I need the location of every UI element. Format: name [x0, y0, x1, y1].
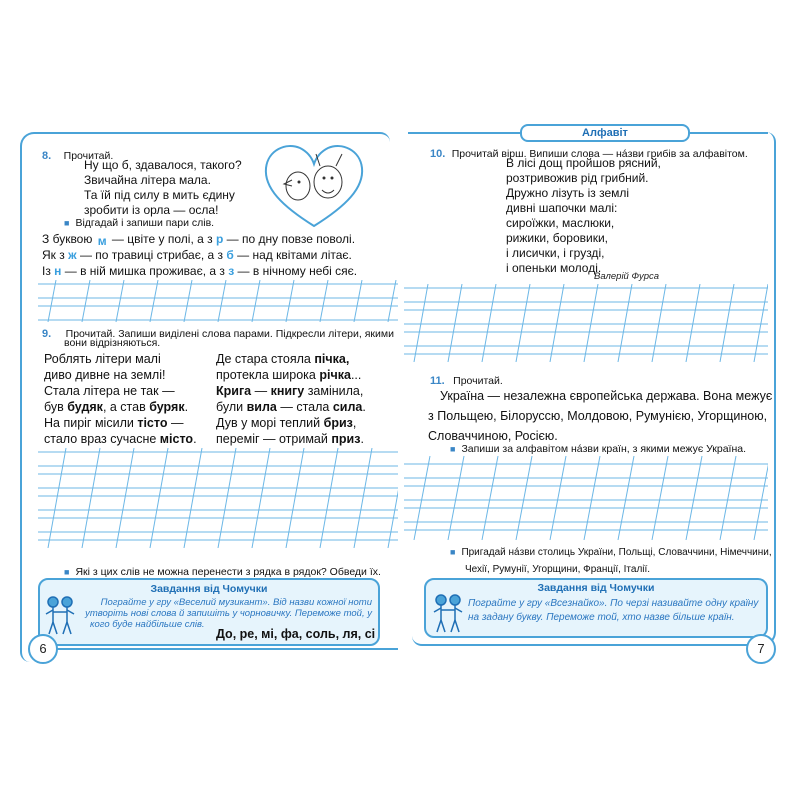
- poem-line: і опеньки молоді.: [506, 261, 602, 275]
- poem-line: Стала літера не так —: [44, 384, 175, 398]
- chomuchka-text-line: Пограйте у гру «Веселий музикант». Від назви кожної ноти: [100, 597, 372, 608]
- poem-line: і лисички, і грузді,: [506, 246, 605, 260]
- music-notes: До, ре, мі, фа, соль, ля, сі: [216, 627, 376, 641]
- letter-box: р: [215, 232, 224, 246]
- task11-sub: [450, 443, 746, 455]
- chomuchka-text: [468, 597, 758, 625]
- riddle-text: — в ній мишка проживає, а з: [61, 264, 229, 278]
- poem-line: був будяк, а став буряк.: [44, 400, 189, 414]
- riddle-text: З буквою: [42, 232, 96, 246]
- task8-sub-text: Відгадай і запиши пари слів.: [75, 217, 215, 229]
- chomuchka-text-line: кого буде найбільше слів.: [90, 619, 205, 630]
- riddle-text: — над квітами літає.: [233, 248, 352, 262]
- poem-line: Та їй під силу в мить єдину: [84, 188, 235, 202]
- poem-line: Ну що б, здавалося, такого?: [84, 158, 242, 172]
- question-text: Які з цих слів не можна перенести з рядка в рядок? Обведи їх.: [75, 566, 381, 578]
- task10-poem: [506, 156, 661, 276]
- poem-line: сироїжки, маслюки,: [506, 216, 615, 230]
- task8-poem: [84, 158, 242, 218]
- capitals-line: Пригадай нáзви столиць України, Польщі, Словаччини, Німеччини,: [461, 547, 772, 558]
- bullet-icon: ■: [450, 444, 456, 454]
- heart-illustration: [262, 140, 367, 235]
- riddle-text: — цвіте у полі, а з: [108, 232, 216, 246]
- poem-line: рижики, боровики,: [506, 231, 608, 245]
- task10-number: 10.: [430, 148, 446, 160]
- poem-line: Крига — книгу замінила,: [216, 384, 364, 398]
- letter-box: з: [228, 264, 235, 278]
- poem-line: диво дивне на землі!: [44, 368, 166, 382]
- writing-lines: [404, 284, 768, 362]
- question: [64, 566, 381, 578]
- stick-figures-icon: [432, 592, 464, 634]
- riddle-text: Як з: [42, 248, 69, 262]
- letter-box: ж: [68, 248, 77, 262]
- page-number-left: 6: [28, 634, 58, 664]
- task11-number: 11.: [430, 375, 445, 387]
- poem-line: На пиріг місили тісто —: [44, 416, 184, 430]
- task11-text-line: Україна — незалежна європейська держава. Вона межує: [440, 389, 773, 403]
- letter-box: н: [54, 264, 62, 278]
- task11-instruction: Прочитай.: [453, 375, 503, 387]
- poem-line: розтривожив рід грибний.: [506, 171, 649, 185]
- poem-line: переміг — отримай приз.: [216, 432, 364, 446]
- riddle-text: — в нічному небі сяє.: [234, 264, 358, 278]
- riddle-text: Із: [42, 264, 55, 278]
- bullet-icon: ■: [64, 567, 70, 577]
- task9-instruction: Прочитай. Запиши виділені слова парами. Підкресли літери, якими: [65, 328, 394, 340]
- task9-column-1: [44, 351, 197, 447]
- writing-area[interactable]: [404, 284, 768, 362]
- chomuchka-text: [84, 597, 372, 630]
- poem-line: В лісі дощ пройшов рясний,: [506, 156, 661, 170]
- chomuchka-box-right: [424, 578, 768, 638]
- poem-line: протекла широка річка...: [216, 368, 362, 382]
- bullet-icon: ■: [64, 218, 70, 228]
- chomuchka-text-line: на задану букву. Переможе той, хто назве більше країн.: [468, 612, 735, 623]
- task10-instruction: Прочитай вірш. Випиши слова — нáзви грибів за алфавітом.: [451, 148, 748, 160]
- task11-text-line: з Польщею, Білоруссю, Молдовою, Румунією, Угорщиною,: [428, 409, 768, 423]
- poem-line: зробити із орла — осла!: [84, 203, 219, 217]
- poem-line: Дув у морі теплий бриз,: [216, 416, 357, 430]
- task9-column-2: [216, 351, 366, 447]
- task11-text-line: Словаччиною, Росією.: [428, 429, 558, 443]
- poem-line: Роблять літери малі: [44, 352, 161, 366]
- task8-number: 8.: [42, 150, 52, 162]
- capitals-task: [450, 546, 772, 576]
- bullet-icon: ■: [450, 547, 456, 557]
- poem-line: були вила — стала сила.: [216, 400, 366, 414]
- poem-line: Дружно лізуть із землі: [506, 186, 630, 200]
- chomuchka-title: Завдання від Чомучки: [537, 582, 655, 594]
- riddle-text: — по дну повзе поволі.: [223, 232, 356, 246]
- chomuchka-title: Завдання від Чомучки: [150, 583, 268, 595]
- stick-figures-icon: [44, 594, 76, 636]
- riddle-line-3: [42, 263, 357, 279]
- page-number-right: 7: [746, 634, 776, 664]
- task11-text: [428, 386, 772, 446]
- task9-instruction-2: вони відрізняються.: [64, 337, 161, 349]
- chomuchka-box-left: [38, 578, 380, 646]
- header-tab: Алфавіт: [520, 124, 690, 142]
- left-page-bottom-line: [38, 648, 398, 650]
- task8-sub: [64, 217, 214, 229]
- writing-lines: [38, 448, 398, 548]
- writing-area[interactable]: [38, 280, 398, 322]
- writing-lines: [404, 456, 768, 540]
- task9-number: 9.: [42, 328, 52, 340]
- task11-sub-text: Запиши за алфавітом нáзви країн, з якими межує Україна.: [461, 443, 747, 455]
- writing-area[interactable]: [404, 456, 768, 540]
- writing-lines: [38, 280, 398, 322]
- capitals-line: Чехії, Румунії, Угорщини, Франції, Італії.: [465, 564, 651, 575]
- poem-author: Валерій Фурса: [594, 271, 660, 282]
- letter-box: м: [97, 234, 107, 249]
- task8-instruction: Прочитай.: [63, 150, 114, 162]
- letter-box: б: [226, 248, 234, 262]
- chomuchka-text-line: Пограйте у гру «Всезнайко». По черзі називайте одну країну: [468, 598, 759, 609]
- writing-area[interactable]: [38, 448, 398, 548]
- riddle-line-1: [42, 231, 355, 247]
- riddle-text: — по травиці стрибає, а з: [76, 248, 227, 262]
- poem-line: Де стара стояла пічка,: [216, 352, 350, 366]
- chomuchka-text-line: утворіть нові слова й запишіть у чорновичку. Переможе той, у: [85, 608, 372, 619]
- poem-line: дивні шапочки малі:: [506, 201, 618, 215]
- riddle-line-2: [42, 247, 352, 263]
- poem-line: Звичайна літера мала.: [84, 173, 211, 187]
- poem-line: стало враз сучасне місто.: [44, 432, 197, 446]
